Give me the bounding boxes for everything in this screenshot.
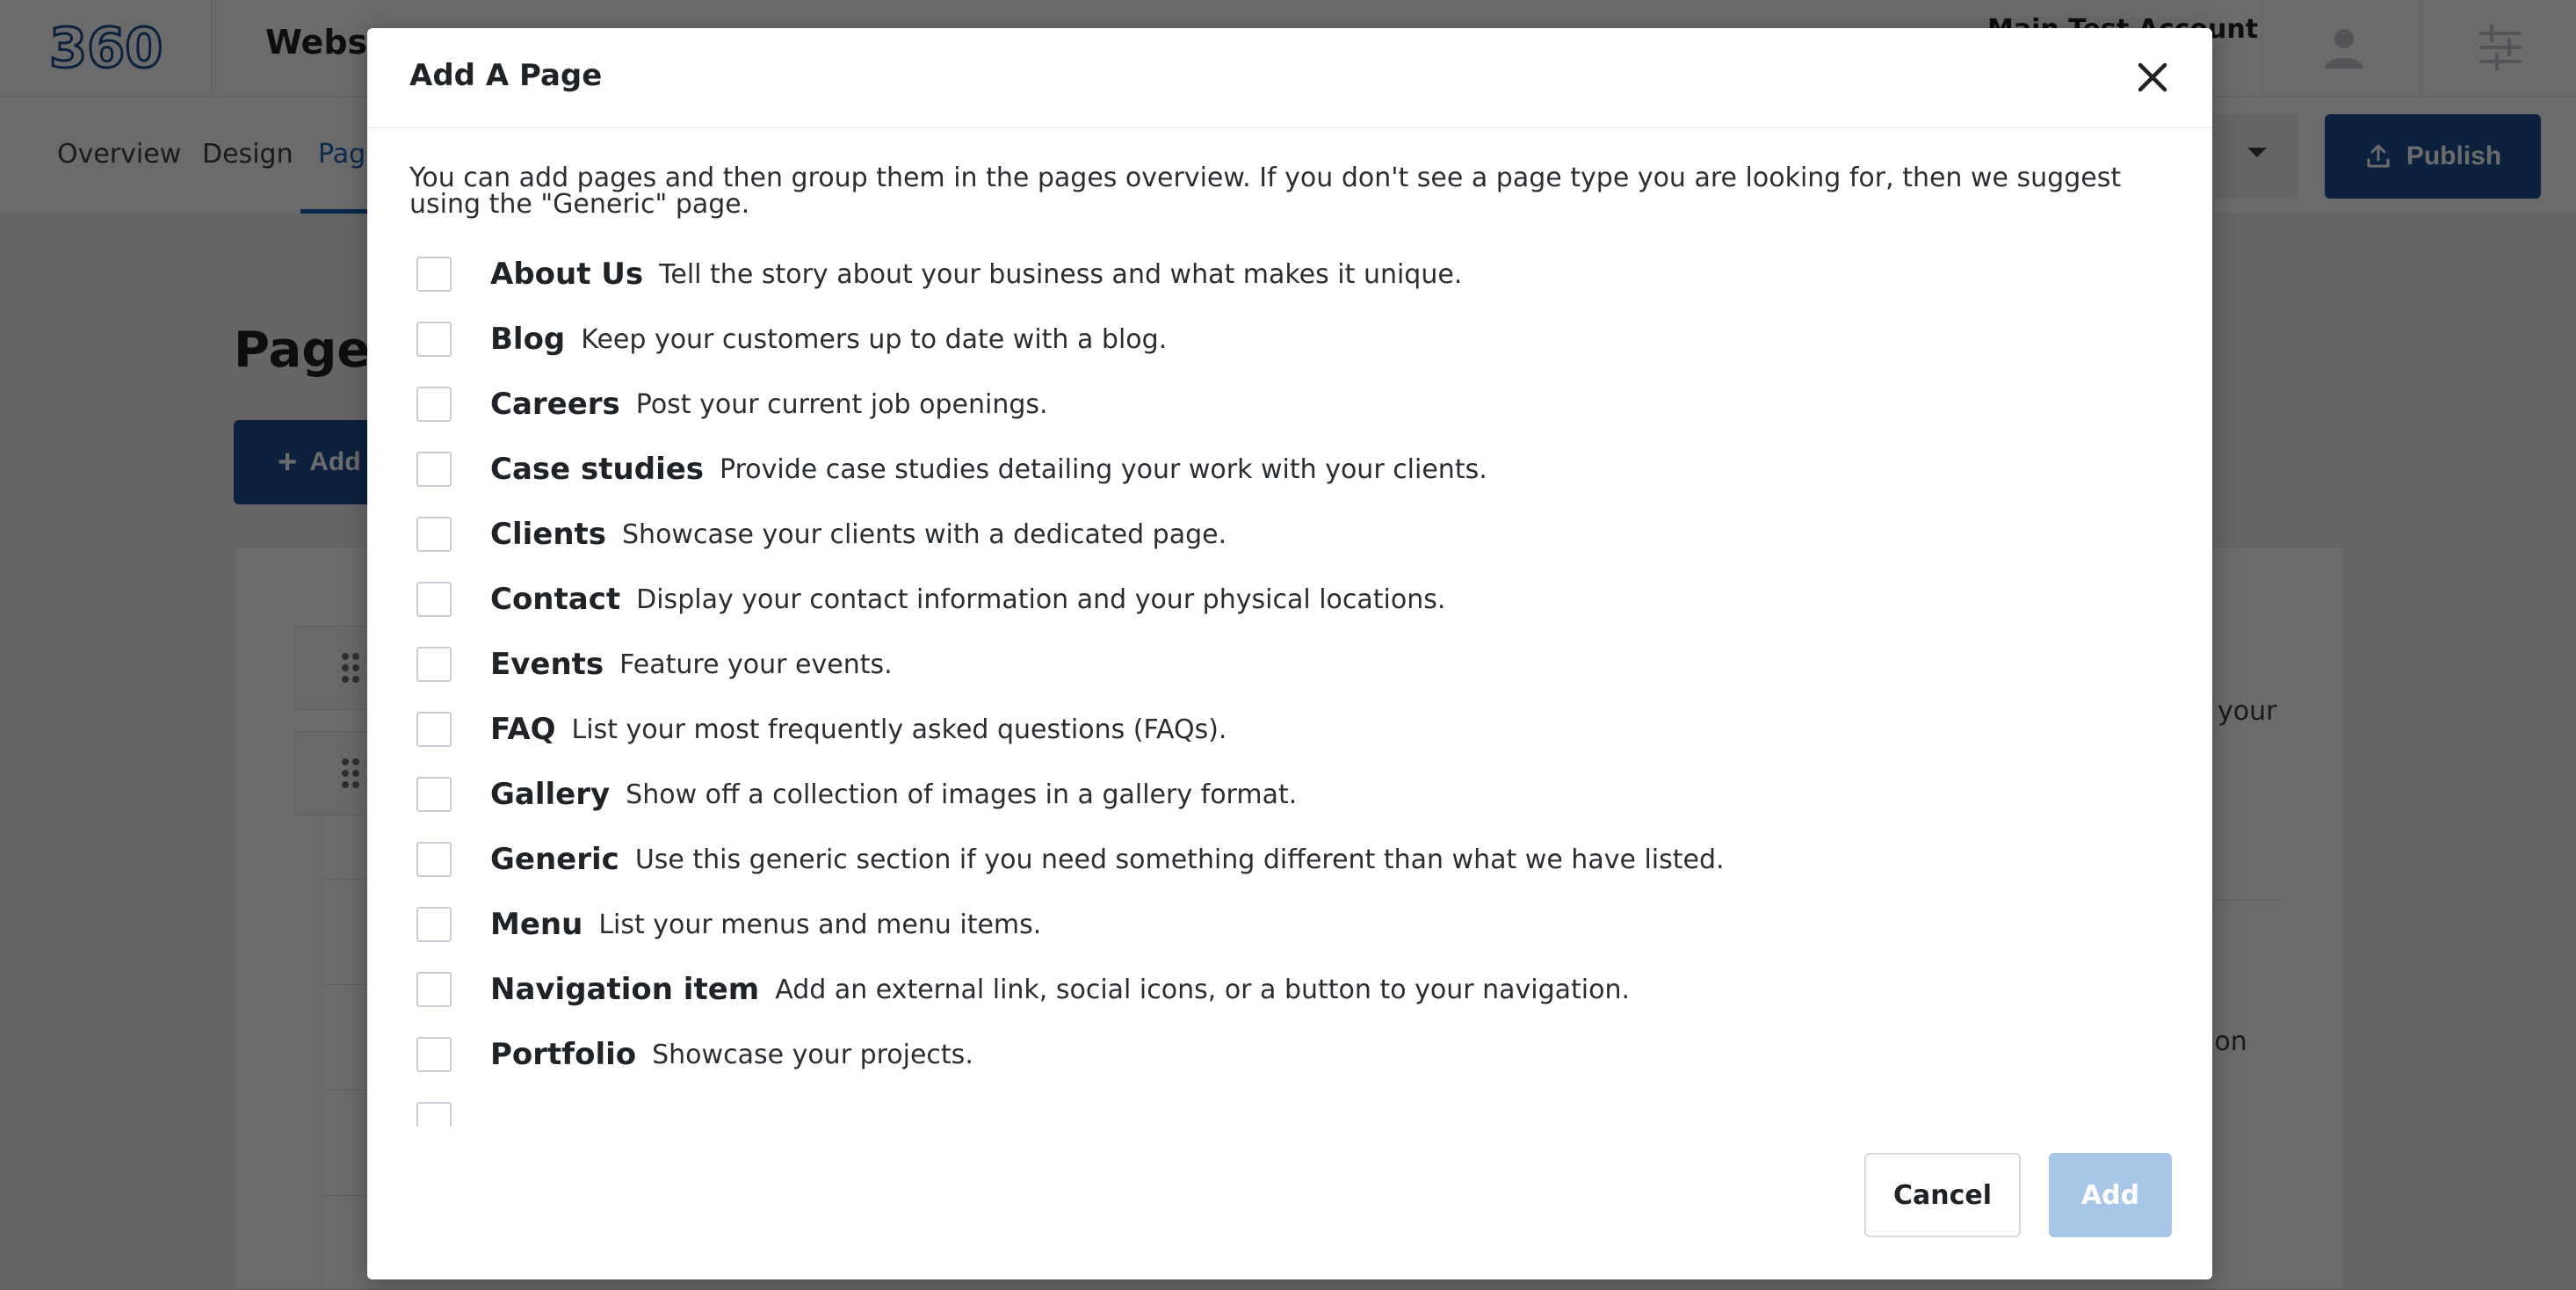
checkbox[interactable] [416, 517, 452, 552]
option-name: Careers [490, 387, 620, 422]
option-name: Events [490, 647, 604, 682]
checkbox[interactable] [416, 387, 452, 422]
dialog-footer [367, 1127, 2212, 1279]
option-description: List your menus and menu items. [598, 909, 1042, 940]
page-type-option[interactable] [416, 638, 893, 691]
option-description: Feature your events. [619, 649, 893, 680]
page-type-option[interactable] [416, 573, 1445, 626]
option-description: Show off a collection of images in a gallery format. [626, 779, 1298, 810]
option-name: Clients [490, 517, 607, 552]
page-type-option[interactable] [416, 898, 1041, 951]
option-description: Provide case studies detailing your work with your clients. [720, 453, 1487, 485]
page-type-option[interactable] [416, 833, 1725, 886]
option-name: Navigation item [490, 972, 760, 1007]
page-type-option[interactable] [416, 703, 1226, 756]
option-description: Keep your customers up to date with a blog. [581, 323, 1168, 355]
cancel-button[interactable]: Cancel [1864, 1153, 2021, 1237]
checkbox[interactable] [416, 972, 452, 1007]
checkbox[interactable] [416, 322, 452, 357]
option-name: Contact [490, 582, 621, 617]
option-description: Showcase your clients with a dedicated page. [622, 518, 1227, 550]
option-description: Tell the story about your business and what makes it unique. [659, 258, 1463, 290]
option-name: Case studies [490, 452, 705, 487]
page-type-list[interactable] [367, 248, 2212, 1127]
page-type-option[interactable] [416, 443, 1487, 496]
add-page-dialog [367, 28, 2212, 1279]
page-type-option[interactable] [416, 378, 1048, 431]
close-icon[interactable] [2133, 58, 2172, 97]
option-name: Blog [490, 322, 566, 357]
checkbox[interactable] [416, 582, 452, 617]
page-type-option[interactable] [416, 313, 1167, 366]
add-button[interactable]: Add [2049, 1153, 2172, 1237]
checkbox[interactable] [416, 842, 452, 877]
page-type-option[interactable] [416, 1028, 973, 1081]
option-description: Showcase your projects. [652, 1039, 973, 1070]
page-type-option-partial[interactable] [416, 1093, 452, 1127]
option-description: Add an external link, social icons, or a button to your navigation. [775, 974, 1631, 1005]
page-type-option[interactable] [416, 963, 1630, 1016]
page-type-option[interactable] [416, 248, 1462, 301]
checkbox[interactable] [416, 712, 452, 747]
option-name: Gallery [490, 777, 611, 812]
option-description: Use this generic section if you need something different than what we have listed. [634, 844, 1725, 875]
option-name: Generic [490, 842, 619, 877]
page-type-option[interactable] [416, 508, 1226, 561]
option-name: About Us [490, 257, 644, 292]
checkbox[interactable] [416, 647, 452, 682]
checkbox[interactable] [416, 257, 452, 292]
option-description: Post your current job openings. [635, 388, 1048, 420]
dialog-intro: You can add pages and then group them in the pages overview. If you don't see a page type you are looking for, then we suggest using the "Generic" page. [409, 163, 2122, 220]
dialog-header [367, 28, 2212, 128]
checkbox[interactable] [416, 777, 452, 812]
checkbox[interactable] [416, 452, 452, 487]
option-description: Display your contact information and your physical locations. [636, 583, 1446, 615]
checkbox[interactable] [416, 1102, 452, 1127]
option-name: Portfolio [490, 1037, 637, 1072]
option-description: List your most frequently asked questions (FAQs). [571, 714, 1227, 745]
dialog-title: Add A Page [409, 58, 603, 93]
option-name: Menu [490, 907, 583, 942]
checkbox[interactable] [416, 907, 452, 942]
page-type-option[interactable] [416, 768, 1297, 821]
checkbox[interactable] [416, 1037, 452, 1072]
option-name: FAQ [490, 712, 556, 747]
